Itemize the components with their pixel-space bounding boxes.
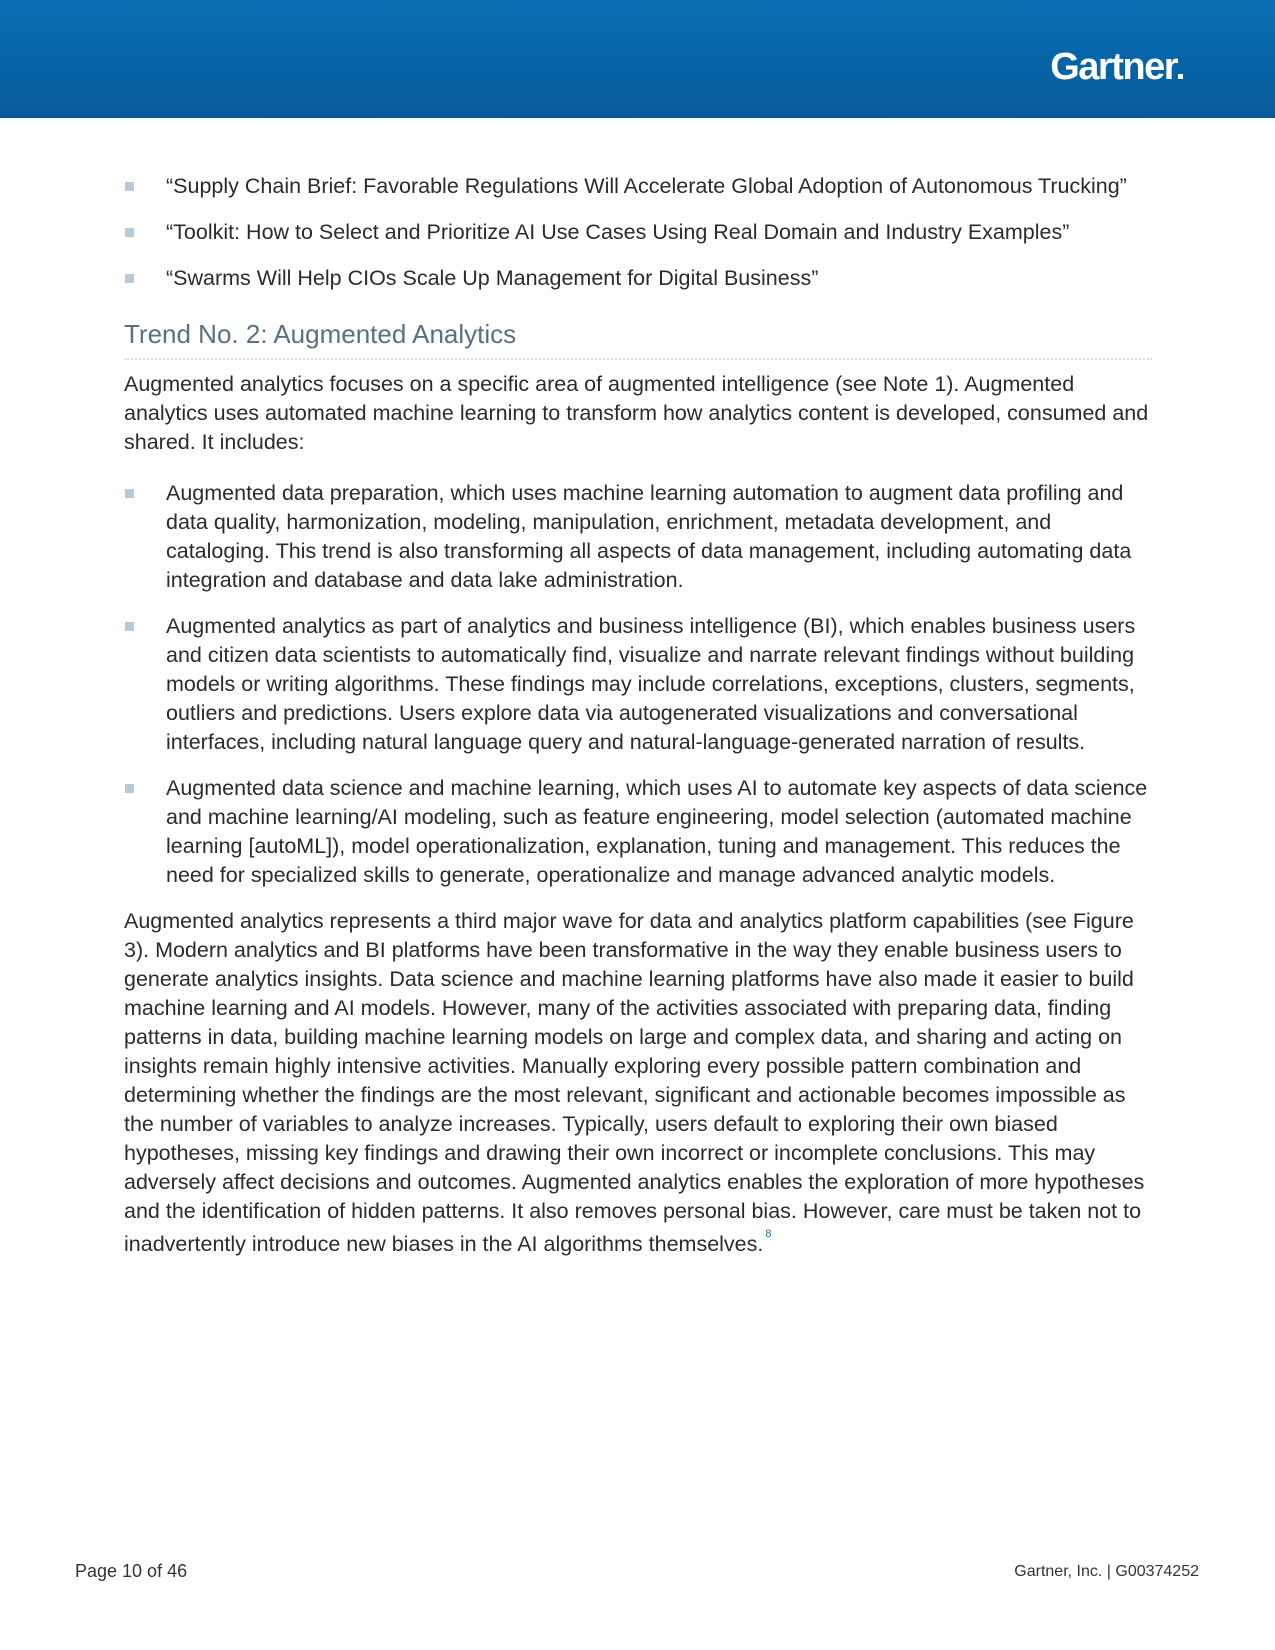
square-bullet-icon bbox=[125, 622, 134, 631]
header-bar bbox=[0, 0, 1275, 118]
page-number: Page 10 of 46 bbox=[75, 1561, 188, 1581]
body-paragraph bbox=[124, 907, 1152, 1259]
square-bullet-icon bbox=[125, 489, 134, 498]
body-paragraph-text: Augmented analytics represents a third major wave for data and analytics platform capabilities (see Figure 3). Modern analytics and BI platforms have been transformative in the way they enable business users to generate analytics insights. Data science and machine learning platforms have also made it easier to build machine learning and AI models. However, many of the activities associated with preparing data, finding patterns in data, building machine learning models on large and complex data, and sharing and acting on insights remain highly intensive activities. Manually exploring every possible pattern combination and determining whether the findings are the most relevant, significant and actionable becomes impossible as the number of variables to analyze increases. Typically, users default to exploring their own biased hypotheses, missing key findings and drawing their own incorrect or incomplete conclusions. This may adversely affect decisions and outcomes. Augmented analytics enables the exploration of more hypotheses and the identification of hidden patterns. It also removes personal bias. However, care must be taken not to inadvertently introduce new biases in the AI algorithms themselves. bbox=[124, 909, 1145, 1257]
list-item bbox=[124, 218, 1152, 247]
list-item bbox=[124, 172, 1152, 201]
capabilities-list bbox=[124, 479, 1152, 890]
list-item bbox=[124, 264, 1152, 293]
intro-paragraph: Augmented analytics focuses on a specific area of augmented intelligence (see Note 1). Augmented analytics uses automated machine learning to transform how analytics content is developed, consumed and shared. It includes: bbox=[124, 372, 1149, 454]
square-bullet-icon bbox=[125, 182, 134, 191]
page-content bbox=[124, 172, 1152, 1259]
gartner-logo: Gartner bbox=[1050, 48, 1183, 86]
list-item-text: “Supply Chain Brief: Favorable Regulations Will Accelerate Global Adoption of Autonomous Trucking” bbox=[166, 174, 1127, 198]
list-item bbox=[124, 774, 1152, 890]
square-bullet-icon bbox=[125, 274, 134, 283]
list-item-text: Augmented data preparation, which uses machine learning automation to augment data profiling and data quality, harmonization, modeling, manipulation, enrichment, metadata development, and cataloging. This trend is also transforming all aspects of data management, including automating data integration and database and data lake administration. bbox=[166, 481, 1132, 592]
list-item-text: “Toolkit: How to Select and Prioritize AI Use Cases Using Real Domain and Industry Examples” bbox=[166, 220, 1070, 244]
list-item-text: “Swarms Will Help CIOs Scale Up Management for Digital Business” bbox=[166, 266, 819, 290]
reading-list bbox=[124, 172, 1152, 293]
section-heading: Trend No. 2: Augmented Analytics bbox=[124, 317, 1152, 360]
square-bullet-icon bbox=[125, 228, 134, 237]
list-item-text: Augmented data science and machine learning, which uses AI to automate key aspects of data science and machine learning/AI modeling, such as feature engineering, model selection (automated machine learning [autoML]), model operationalization, explanation, tuning and management. This reduces the need for specialized skills to generate, operationalize and manage advanced analytic models. bbox=[166, 776, 1148, 887]
list-item bbox=[124, 612, 1152, 757]
list-item bbox=[124, 479, 1152, 595]
document-id: Gartner, Inc. | G00374252 bbox=[1014, 1563, 1199, 1580]
footnote-link[interactable]: 8 bbox=[765, 1228, 772, 1240]
square-bullet-icon bbox=[125, 784, 134, 793]
list-item-text: Augmented analytics as part of analytics and business intelligence (BI), which enables business users and citizen data scientists to automatically find, visualize and narrate relevant findings without building models or writing algorithms. These findings may include correlations, exceptions, clusters, segments, outliers and predictions. Users explore data via autogenerated visualizations and conversational interfaces, including natural language query and natural-language-generated narration of results. bbox=[166, 614, 1136, 754]
